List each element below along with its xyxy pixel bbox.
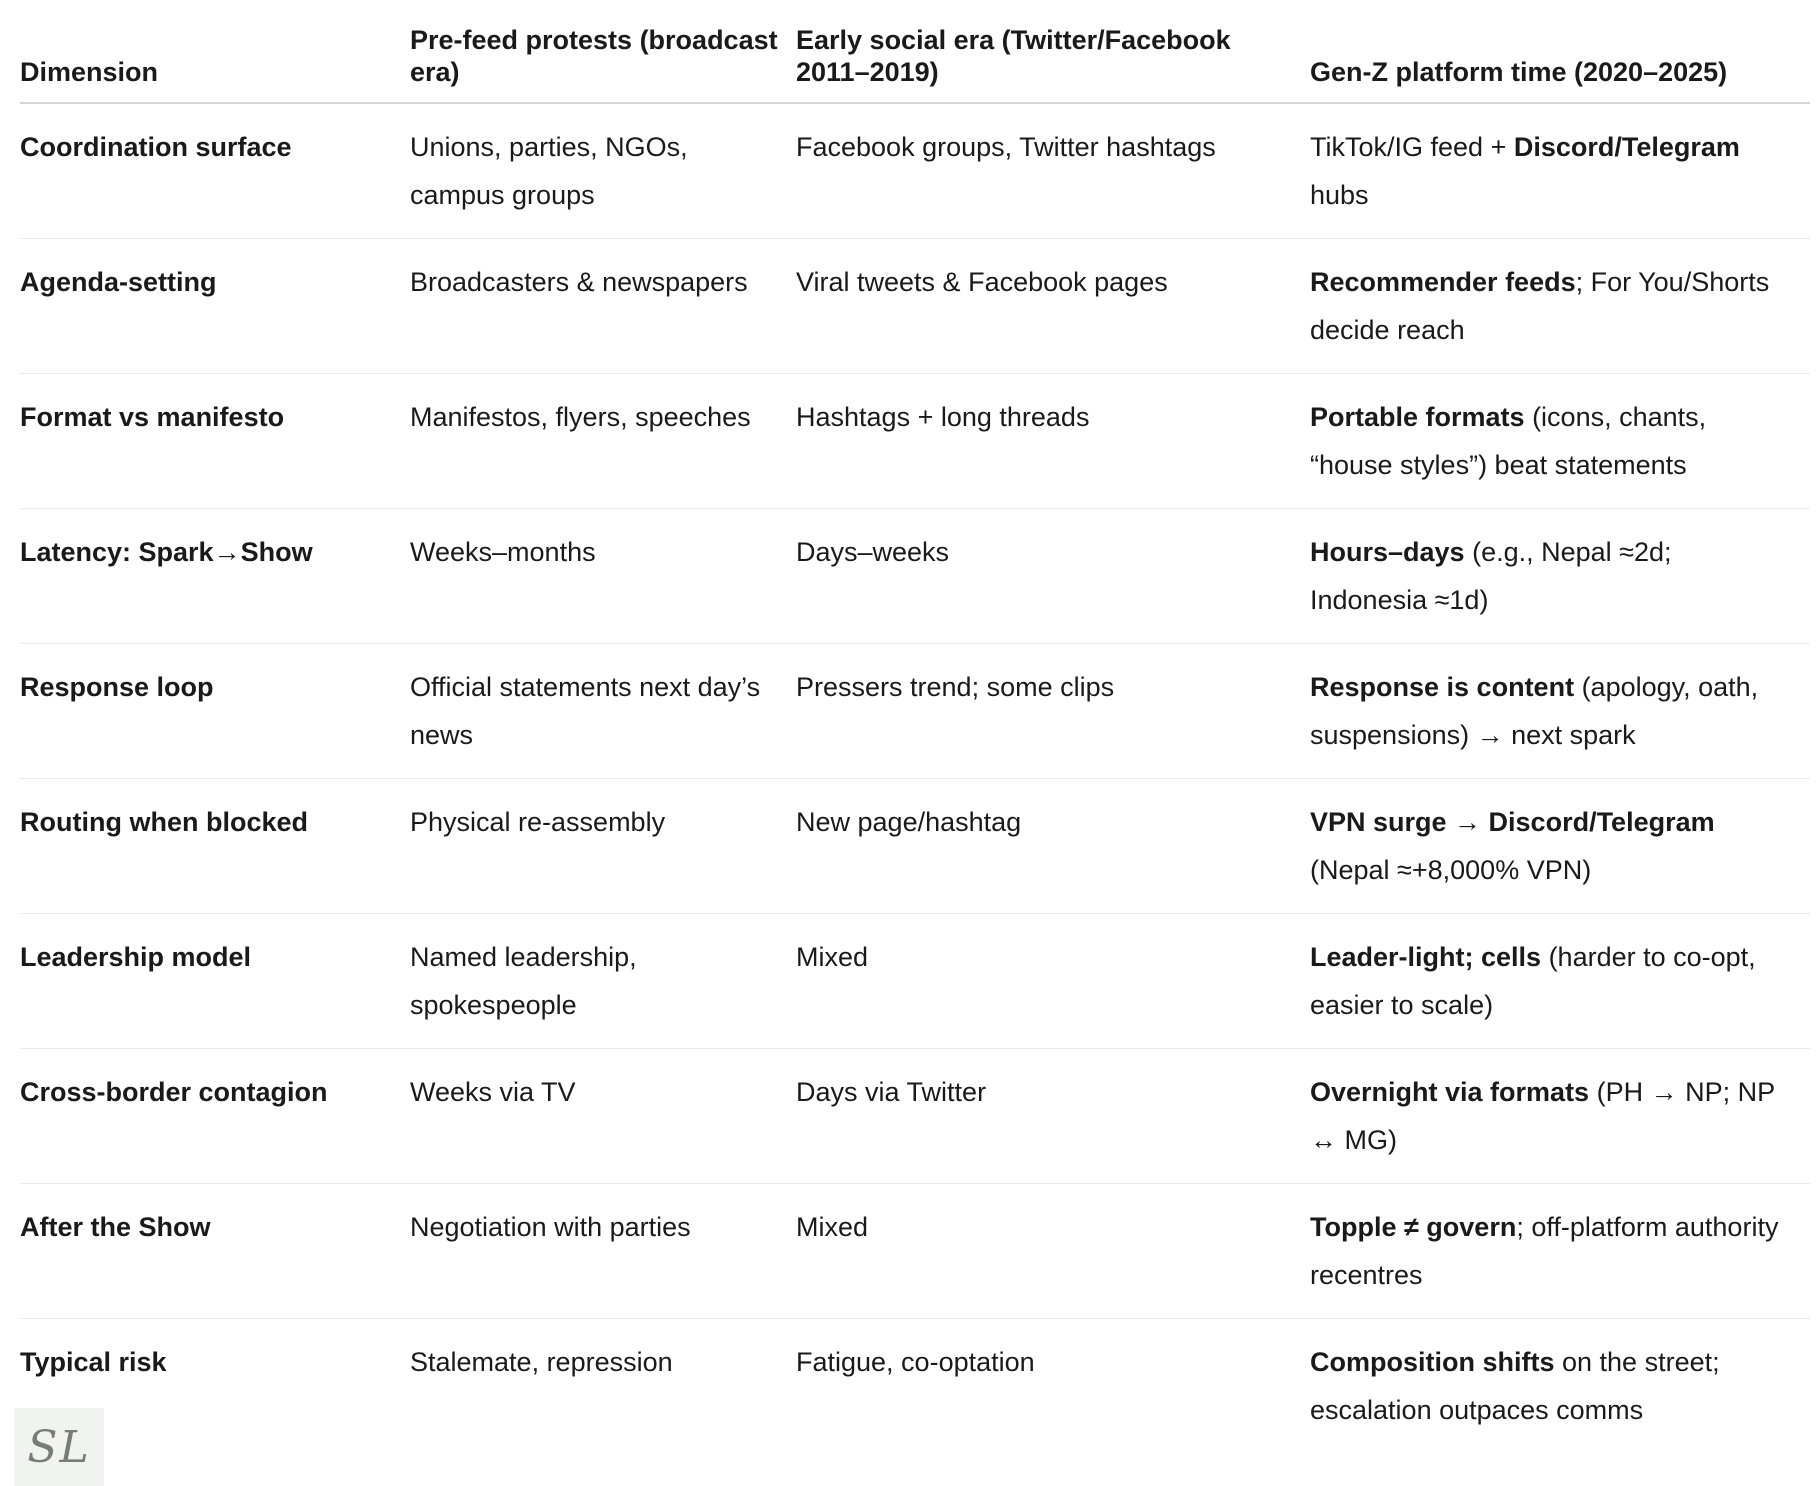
cell-genz-rest: (apology, oath, suspensions) → next spark [1310,672,1759,750]
cell-genz-emphasis: Portable formats [1310,402,1525,432]
cell-genz-rest: ; For You/Shorts decide reach [1310,267,1770,345]
table-row [20,779,1810,914]
header-early-social: Early social era (Twitter/Facebook 2011–2019) [796,0,1310,103]
cell-early-social: Pressers trend; some clips [796,644,1310,779]
table-row [20,1319,1810,1454]
table-row [20,1184,1810,1319]
cell-dimension: Routing when blocked [20,779,410,914]
cell-pre-feed: Named leadership, spokespeople [410,914,796,1049]
cell-early-social: Fatigue, co-optation [796,1347,1035,1377]
cell-genz-rest: (harder to co-opt, easier to scale) [1310,942,1756,1020]
cell-early-social: Hashtags + long threads [796,374,1310,509]
cell-pre-feed: Weeks via TV [410,1049,796,1184]
cell-dimension: Leadership model [20,914,410,1049]
table-row [20,374,1810,509]
cell-genz [1310,644,1810,779]
table-row [20,1049,1810,1184]
site-logo: SL [14,1408,104,1486]
cell-genz-emphasis: Leader-light; cells [1310,942,1542,972]
cell-pre-feed: Official statements next day’s news [410,644,796,779]
table-row [20,914,1810,1049]
cell-pre-feed: Broadcasters & newspapers [410,239,796,374]
cell-early-social: Mixed [796,914,1310,1049]
cell-dimension: After the Show [20,1184,410,1319]
cell-genz [1310,914,1810,1049]
cell-pre-feed: Weeks–months [410,509,796,644]
cell-genz-emphasis: Topple ≠ govern [1310,1212,1517,1242]
header-genz: Gen-Z platform time (2020–2025) [1310,0,1810,103]
cell-dimension: Typical risk [20,1347,167,1377]
cell-genz [1310,1049,1810,1184]
cell-early-social: New page/hashtag [796,779,1310,914]
cell-genz-emphasis: Response is content [1310,672,1575,702]
table-row [20,239,1810,374]
cell-genz-lead: TikTok/IG feed + [1310,132,1514,162]
cell-early-social: Viral tweets & Facebook pages [796,239,1310,374]
table-row [20,509,1810,644]
table-row [20,644,1810,779]
cell-dimension: Response loop [20,644,410,779]
table-row [20,103,1810,239]
cell-genz [1310,1184,1810,1319]
header-dimension: Dimension [20,0,410,103]
cell-genz-rest: (e.g., Nepal ≈2d; Indonesia ≈1d) [1310,537,1672,615]
cell-genz-rest: (Nepal ≈+8,000% VPN) [1310,855,1592,885]
header-row [20,0,1810,103]
cell-pre-feed: Manifestos, flyers, speeches [410,374,796,509]
cell-genz [1310,374,1810,509]
cell-genz [1310,779,1810,914]
cell-pre-feed: Unions, parties, NGOs, campus groups [410,103,796,239]
cell-genz [1310,239,1810,374]
header-pre-feed: Pre-feed protests (broadcast era) [410,0,796,103]
cell-dimension: Latency: Spark→Show [20,509,410,644]
cell-genz-emphasis: Overnight via formats [1310,1077,1590,1107]
cell-early-social: Facebook groups, Twitter hashtags [796,103,1310,239]
cell-genz [1310,509,1810,644]
cell-pre-feed: Negotiation with parties [410,1184,796,1319]
cell-early-social: Days–weeks [796,509,1310,644]
cell-genz-emphasis: Discord/Telegram [1513,132,1740,162]
cell-genz-rest: hubs [1310,180,1369,210]
cell-early-social: Mixed [796,1184,1310,1319]
cell-genz-rest: on the street; escalation outpaces comms [1310,1347,1720,1425]
comparison-table [20,0,1810,1453]
cell-genz-emphasis: Composition shifts [1310,1347,1555,1377]
cell-pre-feed: Stalemate, repression [410,1347,673,1377]
cell-genz-emphasis: Recommender feeds [1310,267,1576,297]
cell-dimension: Agenda-setting [20,239,410,374]
cell-pre-feed: Physical re-assembly [410,779,796,914]
cell-genz-rest: (PH → NP; NP ↔ MG) [1310,1077,1775,1155]
cell-genz [1310,1319,1810,1454]
cell-genz-rest: (icons, chants, “house styles”) beat statements [1310,402,1707,480]
cell-dimension: Cross-border contagion [20,1049,410,1184]
cell-dimension: Format vs manifesto [20,374,410,509]
cell-dimension: Coordination surface [20,103,410,239]
cell-early-social: Days via Twitter [796,1049,1310,1184]
cell-genz-rest: ; off-platform authority recentres [1310,1212,1779,1290]
cell-genz [1310,103,1810,239]
cell-genz-emphasis: VPN surge → Discord/Telegram [1310,807,1715,837]
cell-genz-emphasis: Hours–days [1310,537,1465,567]
